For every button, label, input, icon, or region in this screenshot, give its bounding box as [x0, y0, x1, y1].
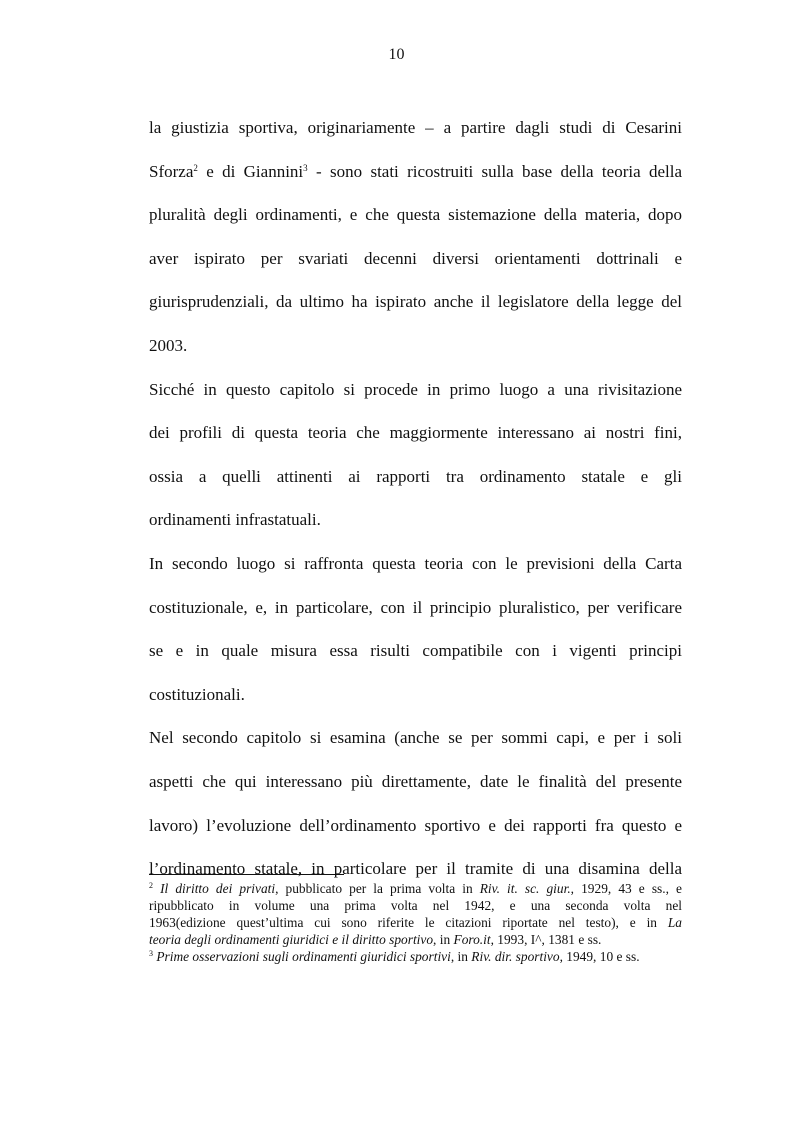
- text-line: 2003.: [149, 335, 188, 355]
- footnote-line: teoria degli ordinamenti giuridici e il diritto sportivo, in Foro.it, 1993, I^, 1381 e ss.: [149, 932, 602, 947]
- footnote-ref-3: 3: [303, 162, 308, 173]
- text-line: aspetti che qui interessano più direttamente, date le finalità del presente: [149, 771, 682, 791]
- journal-title: Riv. it. sc. giur.: [479, 881, 571, 896]
- text-line: lavoro) l’evoluzione dell’ordinamento sportivo e dei rapporti fra questo e: [149, 815, 682, 835]
- footnote-marker: 3: [149, 949, 153, 958]
- text-line: costituzionale, e, in particolare, con il principio pluralistico, per verificare: [149, 597, 682, 617]
- text-line: ordinamenti infrastatuali.: [149, 510, 321, 530]
- footnote-3: [149, 948, 682, 965]
- text-line-with-footnote-refs: Sforza$^2$ e di Giannini$^3$ - sono stati ricostruiti sulla base della teoria della: [149, 161, 682, 181]
- paragraph-1: [149, 106, 682, 368]
- text-line: costituzionali.: [149, 684, 245, 704]
- footnote-separator: [149, 874, 344, 875]
- text-line: la giustizia sportiva, originariamente – a partire dagli studi di Cesarini: [149, 118, 682, 137]
- journal-title: Foro.it: [453, 932, 491, 947]
- footnotes: [149, 880, 682, 965]
- footnote-line: 1963(edizione quest’ultima cui sono riferite le citazioni riportate nel testo), e in La: [149, 915, 682, 930]
- body-text: [149, 106, 682, 891]
- page-number: 10: [388, 46, 405, 63]
- work-title: Prime osservazioni sugli ordinamenti giuridici sportivi: [156, 949, 451, 964]
- paragraph-4: [149, 716, 682, 890]
- paragraph-3: [149, 542, 682, 716]
- paragraph-2: [149, 368, 682, 542]
- text-line: aver ispirato per svariati decenni diversi orientamenti dottrinali e: [149, 248, 682, 268]
- footnote-2: [149, 880, 682, 948]
- work-title: teoria degli ordinamenti giuridici e il diritto sportivo: [149, 932, 434, 947]
- text-line: giurisprudenziali, da ultimo ha ispirato anche il legislatore della legge del: [149, 292, 682, 312]
- footnote-line: $^2$ Il diritto dei privati, pubblicato per la prima volta in Riv. it. sc. giur., 1929, 43 e ss., e: [149, 881, 682, 896]
- footnote-line: ripubblicato in volume una prima volta nel 1942, e una seconda volta nel: [149, 898, 682, 913]
- text-line: Sicché in questo capitolo si procede in primo luogo a una rivisitazione: [149, 379, 682, 399]
- text-line: se e in quale misura essa risulti compatibile con i vigenti principi: [149, 641, 682, 661]
- work-title: Il diritto dei privati: [160, 881, 276, 896]
- text-line: l’ordinamento statale, in particolare per il tramite di una disamina della: [149, 859, 682, 879]
- footnote-line: $^3$ Prime osservazioni sugli ordinamenti giuridici sportivi, in Riv. dir. sportivo, 1949, 10 e ss.: [149, 949, 640, 964]
- text-line: ossia a quelli attinenti ai rapporti tra ordinamento statale e gli: [149, 466, 682, 486]
- text-line: Nel secondo capitolo si esamina (anche se per sommi capi, e per i soli: [149, 728, 682, 748]
- text-line: dei profili di questa teoria che maggiormente interessano ai nostri fini,: [149, 423, 682, 443]
- text-line: pluralità degli ordinamenti, e che questa sistemazione della materia, dopo: [149, 205, 682, 225]
- journal-title: Riv. dir. sportivo: [471, 949, 560, 964]
- text-line: In secondo luogo si raffronta questa teoria con le previsioni della Carta: [149, 553, 682, 573]
- footnote-marker: 2: [149, 881, 153, 890]
- work-title: La: [667, 915, 682, 930]
- footnote-ref-2: 2: [193, 162, 198, 173]
